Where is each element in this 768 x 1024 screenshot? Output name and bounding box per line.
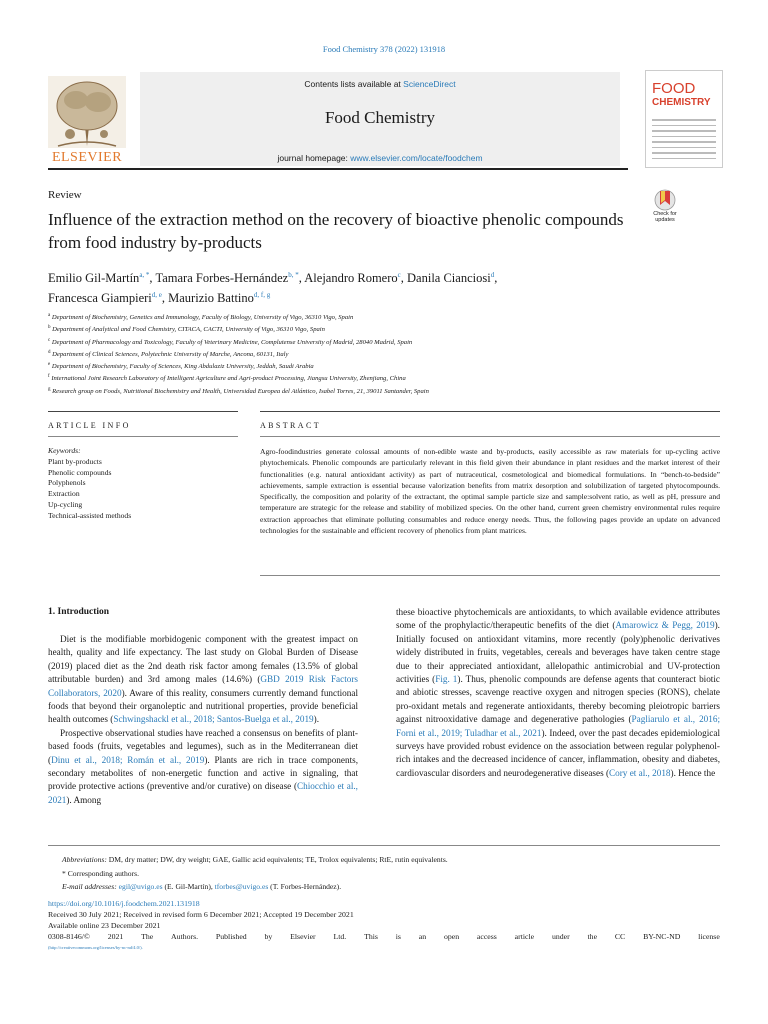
- homepage-prefix: journal homepage:: [277, 153, 351, 163]
- keyword-item: Up-cycling: [48, 499, 83, 509]
- body-text: ). Thus, phenolic compounds are defense agents that counteract biotic and abiotic stresses, scavenge reactive oxygen and nitrogen species (RONS), chelate pro-oxidant metals and regenerate antioxidants, thereby becoming pleiotropic barriers against nitrooxidative damage and degenerative pathologies (: [396, 674, 720, 725]
- affiliation-text: Department of Biochemistry, Faculty of Sciences, King Abdulaziz University, Jeddah, Saudi Arabia: [51, 363, 314, 371]
- citation-link[interactable]: Chiocchio et al., 2021: [48, 781, 358, 805]
- journal-title: Food Chemistry: [324, 108, 436, 127]
- abbreviations-label: Abbreviations:: [62, 855, 107, 864]
- citation-link[interactable]: GBD 2019 Risk Factors Collaborators, 2020: [48, 674, 358, 698]
- license-word: BY-NC-ND: [643, 932, 681, 941]
- author-affiliation-sup[interactable]: a, *: [139, 271, 150, 279]
- citation-link[interactable]: Fig. 1: [435, 674, 458, 685]
- affiliation-text: Research group on Foods, Nutritional Biochemistry and Health, Universidad Europea del Atlántico, Isabel Torres, 21, 39011 Santander, Spain: [52, 387, 429, 395]
- affiliation-text: International Joint Research Laboratory of Intelligent Agriculture and Agri-product Processing, Jiangsu University, Zhenjiang, China: [51, 375, 406, 383]
- license-word: Elsevier: [290, 932, 316, 941]
- license-word: under: [551, 932, 570, 941]
- body-paragraph: [396, 606, 720, 780]
- affiliation-key: g: [48, 386, 51, 392]
- license-link[interactable]: (http://creativecommons.org/licenses/by-nc-nd/4.0/).: [48, 945, 143, 950]
- body-text: these bioactive phytochemicals are antioxidants, to which available evidence attributes some of the prophylactic/therapeutic benefits of the diet (: [396, 607, 720, 631]
- keyword-item: Polyphenols: [48, 478, 86, 488]
- article-type: Review: [48, 189, 82, 201]
- body-text: ). Initially focused on antioxidant vitamins, more recently (poly)phenolic derivatives widely distributed in fruits, vegetables, cereals and beverages have taken centre stage due to their appreciated antioxidant, allelopathic antimicrobial and UV-protection activities (: [396, 620, 720, 685]
- email-label: E-mail addresses:: [62, 882, 117, 892]
- author-affiliation-sup[interactable]: d: [490, 271, 495, 279]
- citation-link[interactable]: Cory et al., 2018: [609, 767, 671, 778]
- license-word: 2021: [107, 932, 124, 941]
- affiliation-item: [48, 323, 728, 335]
- keyword-item: Phenolic compounds: [48, 467, 112, 477]
- affiliation-text: Department of Clinical Sciences, Polytechnic University of Marche, Ancona, 60131, Italy: [52, 351, 289, 359]
- body-column-left: [48, 633, 358, 807]
- body-text: ).: [313, 714, 319, 725]
- body-paragraph: [48, 727, 358, 807]
- abbreviations-text: DM, dry matter; DW, dry weight; GAE, Gallic acid equivalents; TE, Trolox equivalents; RtE, rutin equivalents.: [106, 855, 448, 864]
- author-list: [48, 267, 688, 307]
- affiliation-key: d: [48, 349, 51, 355]
- journal-citation[interactable]: Food Chemistry 378 (2022) 131918: [322, 44, 446, 54]
- author-affiliation-sup[interactable]: d, e: [151, 291, 162, 300]
- email-owner: (T. Forbes-Hernández).: [268, 882, 342, 892]
- journal-homepage-link[interactable]: www.elsevier.com/locate/foodchem: [350, 153, 483, 163]
- license-word: the: [587, 932, 598, 941]
- citation-link[interactable]: Amarowicz & Pegg, 2019: [615, 620, 715, 631]
- divider: [48, 411, 238, 412]
- license-word: Authors.: [171, 932, 199, 941]
- author-name[interactable]: Emilio Gil-Martín: [48, 271, 140, 286]
- email-footnote: [62, 880, 722, 894]
- body-column-right: [396, 606, 720, 780]
- license-word: Published: [215, 932, 247, 941]
- abstract-text: Agro-foodindustries generate colossal amounts of non-edible waste and by-products, easily accessible as raw materials for up-cycling active phytochemicals. Phenolic compounds are particularly relevant in this field given their abundance in plant residues and the market interest of their functionalities (e.g. natural antioxidant activity) as part of nutraceutical, cosmetological and biomedical formulations. In “bench-to-bedside” achievements, sample extraction is essential because valorization benefits from matrix desorption and solubilization of targeted phytocompounds. Specifically, the composition and polarity of the extractant, the optimal sample particle size and sample:solvent ratio, as well as pH, pressure and temperature are strategic for the release and stability of mobilized species. On the other hand, current green chemistry environmental rules require extraction approaches that eliminate polluting consumables and reduce energy needs. Thus, the following pages provide an update on advanced technologies for the sustainable and efficient recovery of phenolics from plant matrices.: [260, 447, 720, 536]
- crossmark-label[interactable]: Check for updates: [653, 211, 677, 223]
- affiliation-list: [48, 311, 728, 397]
- citation-link[interactable]: Dinu et al., 2018; Román et al., 2019: [51, 754, 205, 765]
- publication-info: [48, 898, 720, 953]
- affiliation-text: Department of Analytical and Food Chemistry, CITACA, CACTI, University of Vigo, 36310 Vigo, Spain: [52, 326, 325, 334]
- doi-link[interactable]: https://doi.org/10.1016/j.foodchem.2021.131918: [48, 899, 200, 908]
- cover-title-chemistry: CHEMISTRY: [652, 97, 711, 108]
- body-text: ). Indeed, over the past decades epidemiological surveys have provided robust evidence on the association between regular polyphenol-rich intakes and the decreased incidence of cancer, inflammation, obesity and diabetes, cardiovascular disorders and neurodegenerative diseases (: [396, 727, 720, 778]
- license-word: Ltd.: [333, 932, 347, 941]
- homepage-line: [140, 153, 620, 163]
- cover-title-food: FOOD: [652, 80, 696, 97]
- affiliation-key: a: [48, 313, 51, 318]
- affiliation-key: e: [48, 362, 51, 368]
- affiliation-item: [48, 360, 728, 372]
- affiliation-key: c: [48, 337, 51, 343]
- body-text: ). Hence the: [670, 767, 716, 778]
- license-word: by: [264, 932, 273, 941]
- license-word: article: [514, 932, 535, 941]
- footnotes: [62, 853, 722, 894]
- affiliation-item: [48, 372, 728, 384]
- sciencedirect-link[interactable]: ScienceDirect: [403, 79, 456, 89]
- keyword-item: Extraction: [48, 489, 80, 499]
- body-text: Diet is the modifiable morbidogenic component with the greatest impact on health, quality and life expectancy. The last study on Global Burden of Disease (2019) placed diet as the 2nd death risk factor among females (13.5% of global attributable burden) and 3rd among males (14.6%) (: [48, 634, 358, 685]
- abbreviations-footnote: [62, 853, 722, 867]
- citation-link[interactable]: Schwingshackl et al., 2018; Santos-Buelga et al., 2019: [113, 714, 314, 725]
- citation-link[interactable]: Pagliarulo et al., 2016; Forni et al., 2019; Tuladhar et al., 2021: [396, 714, 720, 738]
- affiliation-key: f: [48, 374, 50, 380]
- article-title: Influence of the extraction method on the recovery of bioactive phenolic compounds from food industry by-products: [48, 210, 624, 252]
- license-word: The: [141, 932, 154, 941]
- license-word: license: [698, 932, 720, 941]
- author-affiliation-sup[interactable]: b, *: [288, 271, 299, 279]
- license-word: access: [476, 932, 497, 941]
- body-text: ). Aware of this reality, consumers currently demand functional foods that beyond their organoleptic and nutritional properties, provide beneficial health outcomes (: [48, 687, 359, 725]
- journal-cover-thumbnail[interactable]: [645, 70, 723, 168]
- author-name[interactable]: Maurizio Battino: [168, 291, 254, 306]
- author-separator: ,: [149, 271, 156, 286]
- license-word: CC: [614, 932, 626, 941]
- affiliation-text: Department of Biochemistry, Genetics and Immunology, Faculty of Biology, University of Vigo, 36310 Vigo, Spain: [51, 314, 354, 322]
- license-word: This: [364, 932, 378, 941]
- divider: [48, 436, 238, 437]
- email-owner: (E. Gil-Martín),: [162, 882, 215, 892]
- divider: [260, 575, 720, 576]
- license-word: an: [418, 932, 427, 941]
- divider: [260, 411, 720, 412]
- author-name[interactable]: Francesca Giampieri: [48, 291, 152, 306]
- author-name[interactable]: Danila Cianciosi: [407, 271, 491, 286]
- author-affiliation-sup[interactable]: d, f, g: [253, 291, 271, 300]
- article-info-heading: ARTICLE INFO: [48, 421, 131, 430]
- author-name[interactable]: Tamara Forbes-Hernández: [155, 271, 289, 286]
- affiliation-item: [48, 385, 728, 397]
- affiliation-item: [48, 311, 728, 323]
- license-word: open: [443, 932, 460, 941]
- crossmark-icon[interactable]: [645, 188, 685, 230]
- keyword-item: Plant by-products: [48, 456, 102, 466]
- cover-text-lines: [652, 119, 716, 163]
- license-statement: [48, 931, 720, 942]
- affiliation-item: [48, 348, 728, 360]
- affiliation-key: b: [48, 325, 51, 331]
- body-text: Prospective observational studies have reached a consensus on benefits of plant-based foods (fruits, vegetables and legumes), such as in the Mediterranean diet (: [48, 727, 358, 765]
- keywords-block: [48, 446, 238, 522]
- contents-prefix: Contents lists available at: [304, 79, 404, 89]
- author-separator: ,: [298, 271, 305, 286]
- publisher-wordmark: ELSEVIER: [51, 150, 123, 165]
- section-heading-introduction: 1. Introduction: [48, 607, 110, 617]
- license-word: is: [395, 932, 401, 941]
- corresponding-footnote: * Corresponding authors.: [62, 868, 139, 878]
- author-affiliation-sup[interactable]: c: [397, 271, 401, 279]
- contents-line: [140, 79, 620, 89]
- affiliation-text: Department of Pharmacology and Toxicology, Faculty of Veterinary Medicine, Complutense University of Madrid, 28040 Madrid, Spain: [51, 338, 413, 346]
- license-word: 0308-8146/©: [48, 932, 90, 941]
- author-separator: ,: [400, 271, 408, 286]
- footnote-divider: [48, 845, 720, 846]
- email-link[interactable]: tforbes@uvigo.es: [214, 882, 269, 892]
- keyword-item: Technical-assisted methods: [48, 510, 132, 520]
- affiliation-item: [48, 336, 728, 348]
- received-dates: Received 30 July 2021; Received in revised form 6 December 2021; Accepted 19 December 2021: [48, 910, 354, 919]
- email-link[interactable]: egil@uvigo.es: [118, 882, 163, 892]
- available-online-date: Available online 23 December 2021: [48, 921, 161, 930]
- author-name[interactable]: Alejandro Romero: [304, 271, 398, 286]
- body-text: ). Plants are rich in trace components, secondary metabolites of non-energetic function and active in signaling, that provide protective actions (preventive and/or curative) on disease (: [48, 754, 358, 792]
- abstract-heading: ABSTRACT: [260, 421, 321, 430]
- keywords-heading: Keywords:: [48, 446, 81, 455]
- body-text: ). Among: [66, 794, 102, 805]
- divider: [260, 436, 720, 437]
- body-paragraph: [48, 633, 358, 727]
- author-separator: ,: [494, 271, 498, 286]
- author-separator: ,: [161, 291, 169, 306]
